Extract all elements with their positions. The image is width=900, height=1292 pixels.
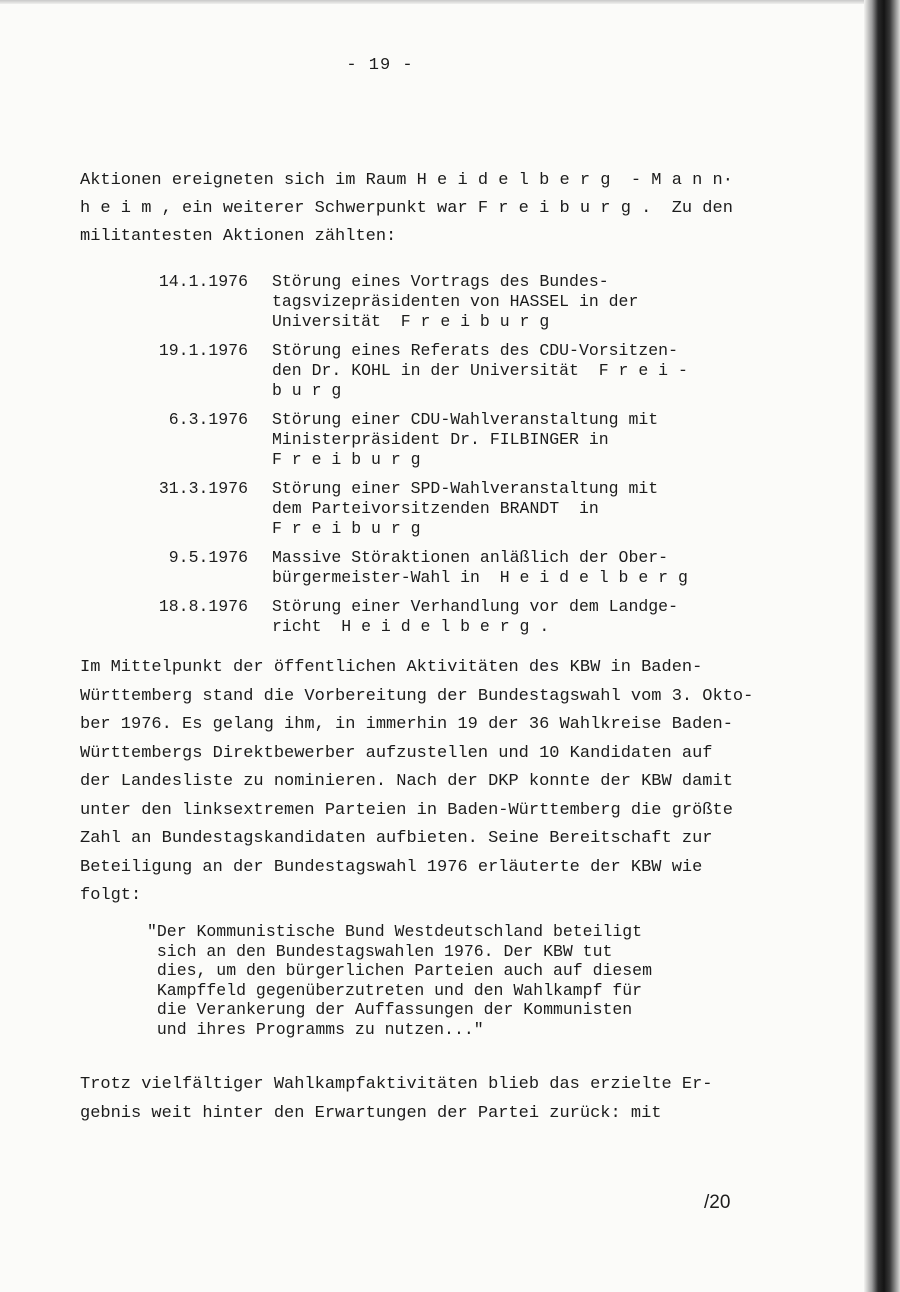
page-number: - 19 -: [346, 56, 414, 75]
paragraph-line: Württembergs Direktbewerber aufzustellen und 10 Kandidaten auf: [80, 743, 713, 763]
event-date: 31.3.1976: [158, 479, 248, 498]
event-entry: [130, 479, 770, 539]
paragraph-line: der Landesliste zu nominieren. Nach der DKP konnte der KBW damit: [80, 772, 733, 791]
event-date: 6.3.1976: [168, 410, 248, 429]
event-description: [272, 272, 638, 332]
event-list: [130, 272, 770, 646]
quote-line: und ihres Programms zu nutzen...": [147, 1019, 484, 1039]
event-description: [272, 479, 658, 539]
event-line: bürgermeister-Wahl in H e i d e l b e r g: [272, 568, 688, 587]
intro-line: h e i m , ein weiterer Schwerpunkt war F r e i b u r g . Zu den: [80, 199, 733, 218]
paragraph-line: Im Mittelpunkt der öffentlichen Aktivitäten des KBW in Baden-: [80, 658, 703, 677]
event-line: Störung eines Vortrags des Bundes-: [272, 272, 609, 291]
event-entry: [130, 597, 770, 637]
paragraph-line: ber 1976. Es gelang ihm, in immerhin 19 der 36 Wahlkreise Baden-: [80, 715, 733, 734]
paragraph-line: Zahl an Bundestagskandidaten aufbieten. Seine Bereitschaft zur: [80, 829, 713, 848]
block-quote: [147, 922, 787, 1039]
paragraph-line: folgt:: [80, 886, 142, 905]
event-description: [272, 410, 658, 470]
quote-line: Kampffeld gegenüberzutreten und den Wahlkampf für: [147, 980, 643, 1000]
paragraph-line: Beteiligung an der Bundestagswahl 1976 erläuterte der KBW wie: [80, 857, 703, 877]
event-line: F r e i b u r g: [272, 450, 421, 469]
event-line: Störung einer Verhandlung vor dem Landge-: [272, 597, 678, 616]
event-date: 19.1.1976: [158, 341, 248, 360]
scan-binding-edge: [864, 0, 900, 1292]
event-entry: [130, 272, 770, 332]
event-line: F r e i b u r g: [272, 519, 421, 538]
quote-line: dies, um den bürgerlichen Parteien auch auf diesem: [147, 961, 652, 980]
event-entry: [130, 341, 770, 401]
event-line: dem Parteivorsitzenden BRANDT in: [272, 499, 599, 518]
event-line: tagsvizepräsidenten von HASSEL in der: [272, 292, 639, 311]
event-date: 18.8.1976: [158, 597, 248, 616]
event-line: Störung eines Referats des CDU-Vorsitzen-: [272, 341, 678, 360]
event-date: 14.1.1976: [158, 272, 248, 291]
event-description: [272, 597, 678, 637]
event-description: [272, 548, 688, 588]
event-line: b u r g: [272, 381, 342, 400]
intro-line: militantesten Aktionen zählten:: [80, 227, 397, 246]
closing-paragraph: [80, 1071, 840, 1128]
event-line: Ministerpräsident Dr. FILBINGER in: [272, 430, 609, 449]
intro-paragraph: [80, 167, 840, 251]
event-entry: [130, 548, 770, 588]
paragraph-line: Württemberg stand die Vorbereitung der Bundestagswahl vom 3. Okto-: [80, 686, 754, 706]
body-paragraph: [80, 654, 840, 911]
event-description: [272, 341, 688, 401]
event-line: Universität F r e i b u r g: [272, 312, 550, 331]
continuation-marker: /20: [704, 1192, 731, 1213]
quote-line: sich an den Bundestagswahlen 1976. Der KBW tut: [147, 941, 613, 961]
event-date: 9.5.1976: [168, 548, 248, 567]
intro-line: Aktionen ereigneten sich im Raum H e i d e l b e r g - M a n n·: [80, 171, 733, 190]
paragraph-line: gebnis weit hinter den Erwartungen der Partei zurück: mit: [80, 1103, 662, 1123]
event-line: richt H e i d e l b e r g .: [272, 617, 550, 636]
event-line: Massive Störaktionen anläßlich der Ober-: [272, 548, 669, 567]
quote-line: "Der Kommunistische Bund Westdeutschland beteiligt: [147, 922, 643, 941]
paragraph-line: unter den linksextremen Parteien in Baden-Württemberg die größte: [80, 800, 733, 820]
quote-line: die Verankerung der Auffassungen der Kommunisten: [147, 1000, 633, 1019]
event-entry: [130, 410, 770, 470]
event-line: den Dr. KOHL in der Universität F r e i -: [272, 361, 688, 380]
paragraph-line: Trotz vielfältiger Wahlkampfaktivitäten blieb das erzielte Er-: [80, 1075, 713, 1094]
event-line: Störung einer SPD-Wahlveranstaltung mit: [272, 479, 659, 498]
page-top-edge: [0, 0, 900, 4]
event-line: Störung einer CDU-Wahlveranstaltung mit: [272, 410, 659, 429]
